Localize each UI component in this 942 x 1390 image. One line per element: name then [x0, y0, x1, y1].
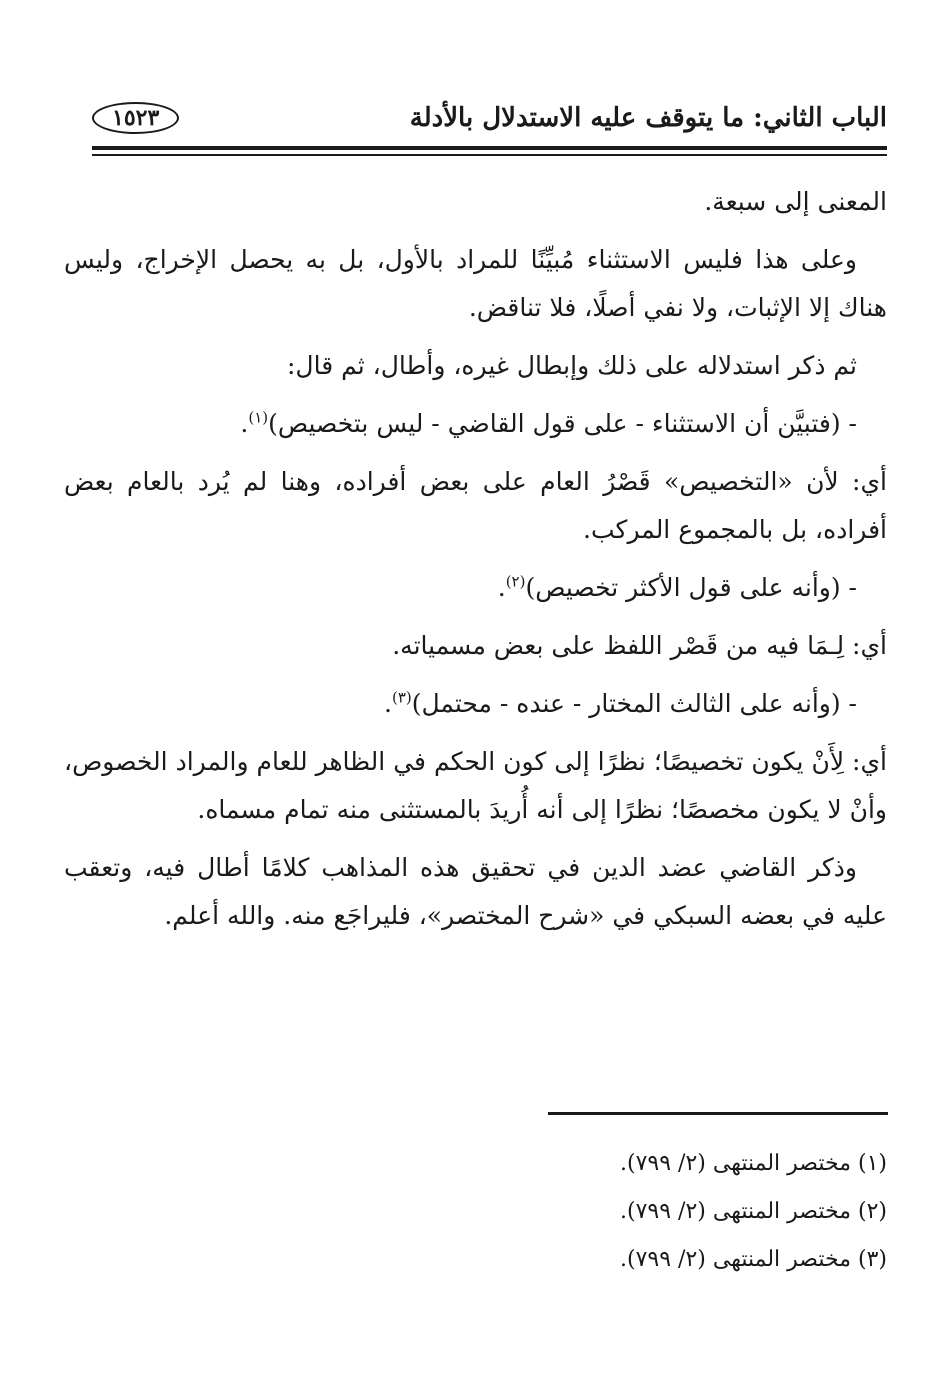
chapter-title: الباب الثاني: ما يتوقف عليه الاستدلال بالأدلة — [409, 103, 887, 133]
footnote: (٣) مختصر المنتهى (٢/ ٧٩٩). — [620, 1247, 887, 1272]
footnote: (٢) مختصر المنتهى (٢/ ٧٩٩). — [620, 1199, 887, 1224]
header-rule-thin — [92, 154, 887, 156]
paragraph: المعنى إلى سبعة. — [704, 187, 887, 216]
running-header — [92, 92, 887, 144]
paragraph: أي: لأن «التخصيص» قَصْرُ العام على بعض أفراده، وهنا لم يُرد بالعام بعض أفراده، بل بالمجموع المركب. — [64, 467, 887, 544]
quotation-text: - (فتبيَّن أن الاستثناء - على قول القاضي - ليس بتخصيص) — [268, 409, 857, 438]
paragraph: أي: لِأَنْ يكون تخصيصًا؛ نظرًا إلى كون الحكم في الظاهر للعام والمراد الخصوص، وأنْ لا يكون مخصصًا؛ نظرًا إلى أنه أُريدَ بالمستثنى منه تمام مسماه. — [64, 747, 887, 824]
footnote-ref[interactable]: (٢) — [505, 572, 526, 591]
quotation-end: . — [240, 409, 249, 438]
header-rule-thick — [92, 146, 887, 150]
page-number: ١٥٢٣ — [92, 102, 179, 134]
paragraph: ثم ذكر استدلاله على ذلك وإبطال غيره، وأطال، ثم قال: — [287, 351, 857, 380]
quotation — [64, 680, 887, 728]
quotation — [64, 400, 887, 448]
quotation — [64, 564, 887, 612]
paragraph: أي: لِـمَا فيه من قَصْر اللفظ على بعض مسمياته. — [392, 631, 887, 660]
main-text — [64, 178, 887, 950]
footnote-ref[interactable]: (٣) — [391, 688, 412, 707]
quotation-text: - (وأنه على الثالث المختار - عنده - محتمل) — [411, 689, 857, 718]
quotation-text: - (وأنه على قول الأكثر تخصيص) — [525, 573, 857, 602]
footnote: (١) مختصر المنتهى (٢/ ٧٩٩). — [620, 1151, 887, 1176]
quotation-end: . — [497, 573, 506, 602]
quotation-end: . — [384, 689, 392, 718]
footnote-ref[interactable]: (١) — [248, 408, 269, 427]
footnote-separator — [548, 1112, 888, 1115]
paragraph: وذكر القاضي عضد الدين في تحقيق هذه المذاهب كلامًا أطال فيه، وتعقب عليه في بعضه السبكي في «شرح المختصر»، فليراجَع منه. والله أعلم. — [64, 853, 887, 930]
footnotes — [387, 1140, 887, 1284]
paragraph: وعلى هذا فليس الاستثناء مُبيِّنًا للمراد بالأول، بل به يحصل الإخراج، وليس هناك إلا الإثبات، ولا نفي أصلًا، فلا تناقض. — [64, 245, 887, 322]
